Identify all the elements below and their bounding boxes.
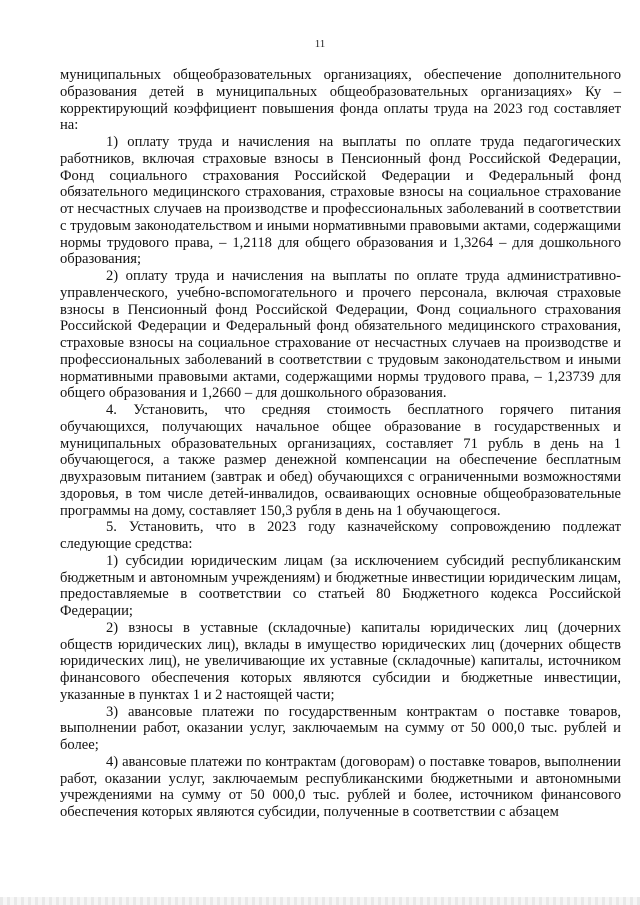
- paragraph-section-5: 5. Установить, что в 2023 году казначейскому сопровождению подлежат следующие средства:: [60, 519, 621, 552]
- paragraph-section-5-item-3: 3) авансовые платежи по государственным контрактам о поставке товаров, выполнении работ, оказании услуг, заключаемым на сумму от 50 000,0 тыс. рублей и более;: [60, 703, 621, 753]
- paragraph-continuation: муниципальных общеобразовательных организациях, обеспечение дополнительного образования детей в муниципальных общеобразовательных организациях» Ку – корректирующий коэффициент повышения фонда оплаты труда на 2023 год составляет на:: [60, 67, 621, 134]
- paragraph-section-5-item-4: 4) авансовые платежи по контрактам (договорам) о поставке товаров, выполнении работ, оказании услуг, заключаемым республиканскими бюджетными и автономными учреждениями на сумму от 50 000,0 тыс. рублей и более, источником финансового обеспечения которых являются субсидии, полученные в соответствии с абзацем: [60, 753, 621, 820]
- document-body: [60, 67, 621, 821]
- paragraph-section-5-item-1: 1) субсидии юридическим лицам (за исключением субсидий республиканским бюджетным и автономным учреждениям) и бюджетные инвестиции юридическим лицам, предоставляемые в соответствии со статьей 80 Бюджетного кодекса Российской Федерации;: [60, 552, 621, 619]
- page-number: 11: [314, 38, 326, 50]
- paragraph-section-5-item-2: 2) взносы в уставные (складочные) капиталы юридических лиц (дочерних обществ юридических лиц), вклады в имущество юридических лиц (дочерних обществ юридических лиц), не увеличивающие их уставные (складочные) капиталы, источником финансового обеспечения которых являются субсидии и бюджетные инвестиции, указанные в пунктах 1 и 2 настоящей части;: [60, 619, 621, 703]
- scan-bottom-edge: [0, 897, 640, 905]
- paragraph-item-2-admin-pay: 2) оплату труда и начисления на выплаты по оплате труда административно-управленческого, учебно-вспомогательного и прочего персонала, включая страховые взносы в Пенсионный фонд Российской Федерации, Фонд социального страхования Российской Федерации и Федеральный фонд обязательного медицинского страхования, страховые взносы на социальное страхование от несчастных случаев на производстве и профессиональных заболеваний в соответствии с трудовым законодательством и иными нормативными правовыми актами, содержащими нормы трудового права, – 1,23739 для общего образования и 1,2660 – для дошкольного образования.: [60, 268, 621, 402]
- paragraph-section-4: 4. Установить, что средняя стоимость бесплатного горячего питания обучающихся, получающих начальное общее образование в государственных и муниципальных образовательных организациях, составляет 71 рубль в день на 1 обучающегося, а также размер денежной компенсации на обеспечение бесплатным двухразовым питанием (завтрак и обед) обучающихся с ограниченными возможностями здоровья, в том числе детей-инвалидов, осваивающих основные общеобразовательные программы на дому, составляет 150,3 рубля в день на 1 обучающегося.: [60, 402, 621, 519]
- paragraph-item-1-teacher-pay: 1) оплату труда и начисления на выплаты по оплате труда педагогических работников, включая страховые взносы в Пенсионный фонд Российской Федерации, Фонд социального страхования Российской Федерации и Федеральный фонд обязательного медицинского страхования, страховые взносы на социальное страхование от несчастных случаев на производстве и профессиональных заболеваний в соответствии с трудовым законодательством и иными нормативными правовыми актами, содержащими нормы трудового права, – 1,2118 для общего образования и 1,3264 – для дошкольного образования;: [60, 134, 621, 268]
